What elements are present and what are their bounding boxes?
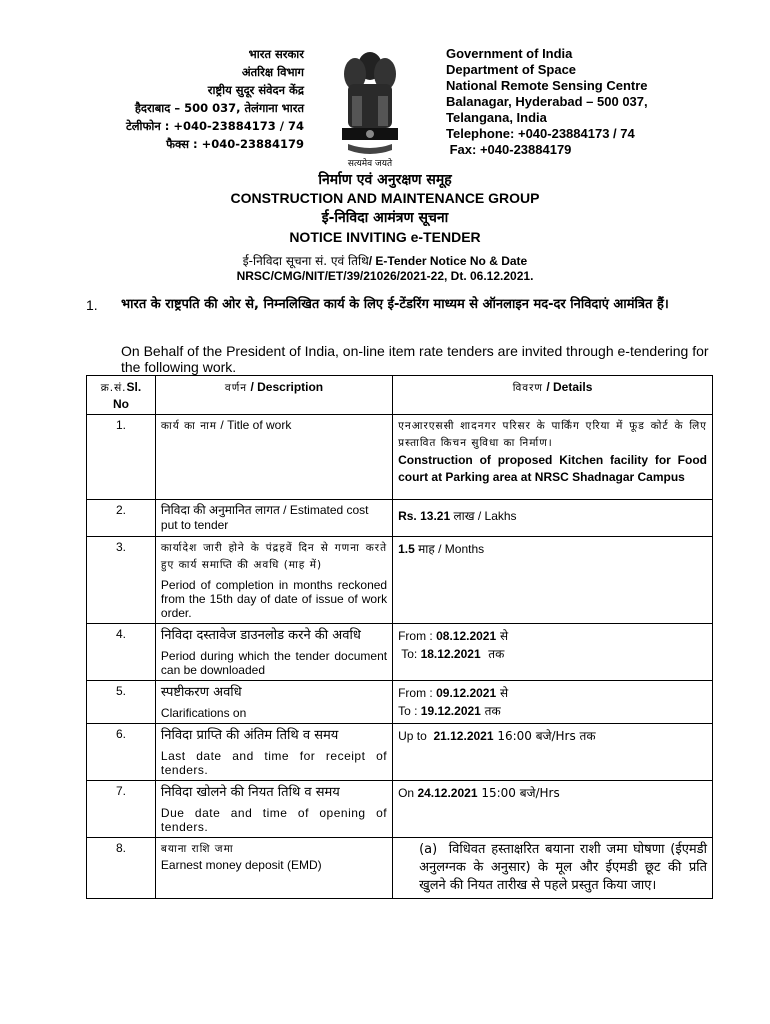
row-number: 4.	[87, 624, 156, 681]
header-en-line: Balanagar, Hyderabad – 500 037,	[446, 94, 648, 109]
row-description	[155, 681, 392, 724]
header-hi-line: भारत सरकार	[248, 47, 304, 61]
opening-date: 24.12.2021	[417, 786, 478, 800]
row-details	[393, 415, 713, 500]
row-desc-en: Period of completion in months reckoned from the 15th day of date of issue of work order.	[160, 578, 388, 620]
to-label: To :	[398, 704, 421, 718]
header-hi-line: अंतरिक्ष विभाग	[241, 65, 304, 79]
to-date: 19.12.2021	[420, 704, 481, 718]
table-header-row	[87, 376, 713, 415]
col-header-desc-en: / Description	[247, 380, 324, 394]
row-number: 5.	[87, 681, 156, 724]
notice-number-label-hi: ई-निविदा सूचना सं. एवं तिथि	[242, 254, 369, 268]
header-hi-line: हैदराबाद – 500 037, तेलंगाना भारत	[134, 101, 304, 115]
col-header-details	[393, 376, 713, 415]
receipt-prefix: Up to	[398, 729, 434, 743]
table-row	[87, 415, 713, 500]
estimated-cost-value: Rs. 13.21	[398, 509, 451, 523]
header-en-line: Department of Space	[446, 62, 577, 77]
notice-number-label	[0, 252, 770, 269]
table-row	[87, 781, 713, 838]
row-number: 6.	[87, 724, 156, 781]
from-label: From :	[398, 629, 437, 643]
row-description	[155, 624, 392, 681]
col-header-det-en: / Details	[543, 380, 593, 394]
header-hindi	[126, 45, 304, 153]
paragraph-english: On Behalf of the President of India, on-line item rate tenders are invited through e-tendering for the following work.	[121, 343, 709, 375]
emd-details: (a) विधिवत हस्ताक्षरित बयाना राशी जमा घोषणा (ईएमडी अनुलग्नक के अनुसार) के मूल और ईएमडी छूट की प्रति खुलने की नियत तारीख से पहले प्रस्तुत किया जाए।	[419, 842, 712, 893]
from-date: 09.12.2021	[436, 686, 497, 700]
col-header-desc-hi: वर्णन	[224, 382, 248, 394]
paragraph-number: 1.	[86, 297, 98, 313]
row-det-hi: एनआरएससी शादनगर परिसर के पार्किंग एरिया में फूड कोर्ट के लिए प्रस्तावित किचन सुविधा का निर्माण।	[398, 420, 707, 449]
row-number: 8.	[87, 838, 156, 899]
table-row	[87, 537, 713, 624]
paragraph-hindi: भारत के राष्ट्रपति की ओर से, निम्नलिखित कार्य के लिए ई-टेंडरिंग माध्यम से ऑनलाइन मद-दर निविदाएं आमंत्रित हैं।	[121, 297, 669, 312]
col-header-sl-no	[87, 376, 156, 415]
from-suffix: से	[496, 629, 509, 643]
notice-title-english: NOTICE INVITING e-TENDER	[289, 229, 481, 245]
notice-number-value: NRSC/CMG/NIT/ET/39/21026/2021-22, Dt. 06.12.2021	[236, 269, 531, 283]
header-hi-line: राष्ट्रीय सुदूर संवेदन केंद्र	[207, 83, 304, 97]
notice-number-label-en: / E-Tender Notice No & Date	[368, 254, 528, 268]
row-desc-en: Earnest money deposit (EMD)	[160, 858, 322, 872]
row-det-en: Construction of proposed Kitchen facility for Food court at Parking area at NRSC Shadnagar Campus	[398, 453, 707, 484]
row-description	[155, 724, 392, 781]
col-header-det-hi: विवरण	[512, 382, 544, 394]
header-en-line: Fax: +040-23884179	[446, 142, 572, 157]
row-details	[393, 838, 713, 899]
download-to	[398, 645, 707, 663]
to-date: 18.12.2021	[420, 647, 481, 661]
row-desc-hi: निविदा दस्तावेज डाउनलोड करने की अवधि	[160, 628, 361, 643]
opening-time: 15:00 बजे/Hrs	[477, 786, 560, 800]
receipt-date: 21.12.2021	[433, 729, 494, 743]
row-description: निविदा की अनुमानित लागत / Estimated cost put to tender	[155, 500, 392, 537]
col-header-sl-en: Sl. No	[112, 380, 142, 411]
to-suffix: तक	[480, 647, 505, 661]
row-desc-hi: कार्य का नाम	[160, 420, 218, 432]
header-en-line: Telephone: +040-23884173 / 74	[446, 126, 635, 141]
row-desc-hi: निविदा खोलने की नियत तिथि व समय	[160, 785, 340, 800]
row-desc-en: Due date and time of opening of tenders.	[160, 806, 388, 834]
col-header-sl-hi: क्र.सं.	[100, 382, 127, 394]
row-number: 3.	[87, 537, 156, 624]
row-description	[155, 537, 392, 624]
download-from	[398, 627, 707, 645]
header-en-line: Government of India	[446, 46, 573, 61]
clarification-from	[398, 684, 707, 702]
from-label: From :	[398, 686, 437, 700]
row-desc-hi: बयाना राशि जमा	[160, 843, 234, 855]
notice-number: NRSC/CMG/NIT/ET/39/21026/2021-22, Dt. 06.12.2021.	[236, 269, 534, 283]
row-number: 1.	[87, 415, 156, 500]
header-en-line: Telangana, India	[446, 110, 547, 125]
row-details	[393, 781, 713, 838]
row-desc-hi: निविदा प्राप्ति की अंतिम तिथि व समय	[160, 728, 339, 743]
completion-period-unit: माह / Months	[414, 542, 485, 556]
row-desc-en: Clarifications on	[160, 706, 247, 720]
opening-prefix: On	[398, 786, 418, 800]
row-details	[393, 624, 713, 681]
row-details	[393, 500, 713, 537]
row-desc-en: / Title of work	[217, 418, 292, 432]
row-description	[155, 781, 392, 838]
group-title-hindi: निर्माण एवं अनुरक्षण समूह	[318, 172, 452, 188]
to-suffix: तक	[480, 704, 501, 718]
from-suffix: से	[496, 686, 509, 700]
table-row	[87, 681, 713, 724]
row-details	[393, 724, 713, 781]
notice-title-hindi: ई-निविदा आमंत्रण सूचना	[321, 210, 449, 226]
col-header-description	[155, 376, 392, 415]
row-description	[155, 838, 392, 899]
table-row	[87, 500, 713, 537]
header-hi-line: फैक्स : +040-23884179	[166, 137, 304, 151]
header-hi-line: टेलीफोन : +040-23884173 / 74	[125, 119, 304, 133]
completion-period-value: 1.5	[398, 542, 415, 556]
row-details	[393, 537, 713, 624]
table-row	[87, 838, 713, 899]
row-desc-hi: कार्यादेश जारी होने के पंद्रहवें दिन से गणना करते हुए कार्य समाप्ति की अवधि (माह में)	[160, 542, 388, 571]
row-details	[393, 681, 713, 724]
table-row	[87, 724, 713, 781]
table-row	[87, 624, 713, 681]
estimated-cost-unit: लाख / Lakhs	[450, 509, 517, 523]
clarification-to	[398, 702, 707, 720]
receipt-time: 16:00 बजे/Hrs तक	[493, 729, 596, 743]
tender-details-table	[86, 375, 713, 899]
national-emblem-icon	[330, 44, 410, 170]
row-desc-en: Period during which the tender document can be downloaded	[160, 649, 388, 677]
emblem-motto: सत्यमेव जयते	[347, 159, 393, 169]
header-english	[446, 46, 648, 158]
to-label: To:	[398, 647, 421, 661]
row-number: 7.	[87, 781, 156, 838]
header-en-line: National Remote Sensing Centre	[446, 78, 648, 93]
row-desc-hi: स्पष्टीकरण अवधि	[160, 685, 242, 700]
row-desc-en: Last date and time for receipt of tenders.	[160, 749, 388, 777]
row-number: 2.	[87, 500, 156, 537]
group-title-english: CONSTRUCTION AND MAINTENANCE GROUP	[230, 190, 540, 206]
from-date: 08.12.2021	[436, 629, 497, 643]
row-description	[155, 415, 392, 500]
